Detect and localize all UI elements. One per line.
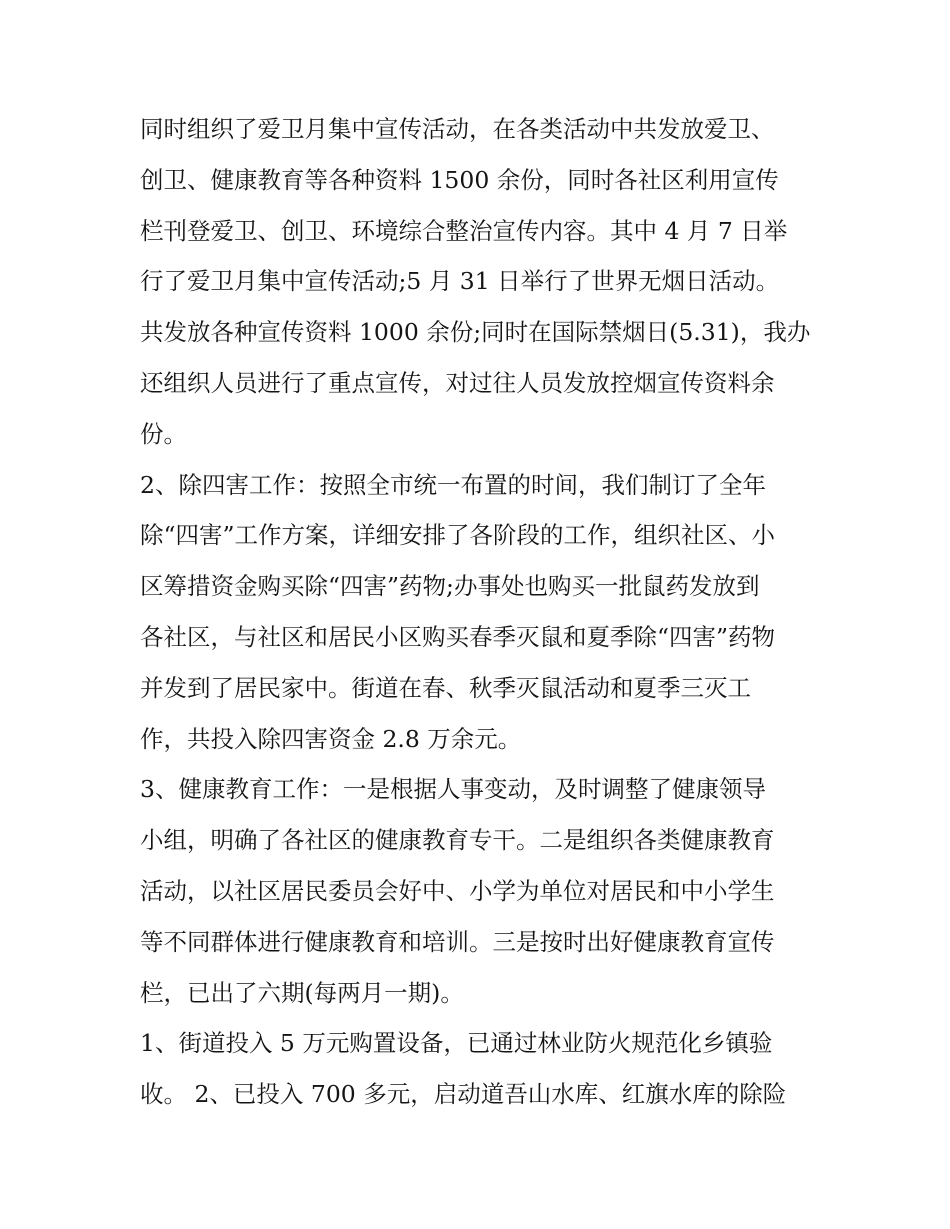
text-line: 1、街道投入 5 万元购置设备，已通过林业防火规范化乡镇验 xyxy=(140,1029,773,1058)
text-line: 行了爱卫月集中宣传活动;5 月 31 日举行了世界无烟日活动。 xyxy=(140,267,780,296)
text-line: 活动，以社区居民委员会好中、小学为单位对居民和中小学生 xyxy=(140,876,775,905)
text-line: 3、健康教育工作：一是根据人事变动，及时调整了健康领导 xyxy=(140,775,766,804)
text-line: 还组织人员进行了重点宣传，对过往人员发放控烟宣传资料余 xyxy=(140,368,775,397)
text-line: 创卫、健康教育等各种资料 1500 余份，同时各社区利用宣传 xyxy=(140,165,779,194)
text-line: 作，共投入除四害资金 2.8 万余元。 xyxy=(140,724,522,753)
text-line: 等不同群体进行健康教育和培训。三是按时出好健康教育宣传 xyxy=(140,927,775,956)
document-body-text xyxy=(140,104,830,1120)
text-line: 栏，已出了六期(每两月一期)。 xyxy=(140,978,464,1007)
text-line: 栏刊登爱卫、创卫、环境综合整治宣传内容。其中 4 月 7 日举 xyxy=(140,216,788,245)
text-line: 2、除四害工作：按照全市统一布置的时间，我们制订了全年 xyxy=(140,470,766,499)
text-line: 并发到了居民家中。街道在春、秋季灭鼠活动和夏季三灭工 xyxy=(140,673,751,702)
text-line: 除“四害”工作方案，详细安排了各阶段的工作，组织社区、小 xyxy=(140,521,776,550)
text-line: 收。 2、已投入 700 多元，启动道吾山水库、红旗水库的除险 xyxy=(140,1080,787,1109)
text-line: 各社区，与社区和居民小区购买春季灭鼠和夏季除“四害”药物 xyxy=(140,622,776,651)
text-line: 同时组织了爱卫月集中宣传活动，在各类活动中共发放爱卫、 xyxy=(140,115,775,143)
text-line: 份。 xyxy=(140,419,187,448)
text-line: 共发放各种宣传资料 1000 余份;同时在国际禁烟日(5.31)，我办 xyxy=(140,318,811,347)
text-line: 小组，明确了各社区的健康教育专干。二是组织各类健康教育 xyxy=(140,826,775,855)
text-line: 区筹措资金购买除“四害”药物;办事处也购买一批鼠药发放到 xyxy=(140,572,760,601)
